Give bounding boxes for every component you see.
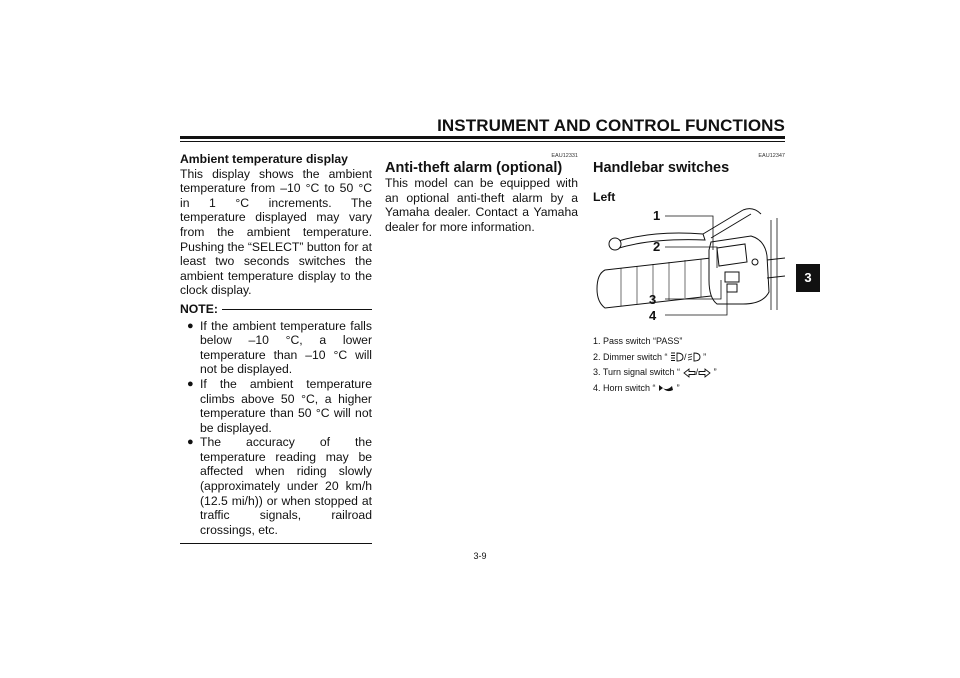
header-rule-thin bbox=[180, 141, 785, 142]
caption-4: 4. Horn switch “ ” bbox=[593, 382, 680, 393]
section-code: EAU12347 bbox=[758, 153, 785, 159]
page-number: 3-9 bbox=[473, 551, 487, 561]
section-heading: Ambient temperature display bbox=[180, 152, 348, 166]
low-beam-icon bbox=[687, 352, 701, 362]
chapter-tab: 3 bbox=[796, 264, 820, 292]
caption-1: 1. Pass switch “PASS” bbox=[593, 336, 683, 346]
callout-2: 2 bbox=[653, 239, 661, 254]
callout-3: 3 bbox=[649, 292, 657, 307]
section-title: Anti-theft alarm (optional) bbox=[385, 160, 563, 176]
left-turn-icon bbox=[683, 368, 696, 378]
note-list bbox=[180, 319, 372, 538]
note-heading bbox=[180, 302, 372, 317]
caption-2: 2. Dimmer switch “ / ” bbox=[593, 351, 707, 362]
page-header-title: INSTRUMENT AND CONTROL FUNCTIONS bbox=[437, 116, 785, 135]
list-item: ● If the ambient temperature falls below –10 °C, a lower temperature than –10 °C will not be displayed. bbox=[180, 319, 372, 377]
section-title: Handlebar switches bbox=[593, 160, 730, 176]
horn-icon bbox=[658, 383, 674, 393]
list-item: ● If the ambient temperature climbs above 50 °C, a higher temperature than 50 °C will not be displayed. bbox=[180, 377, 372, 435]
ambient-temperature-section bbox=[180, 152, 372, 544]
note-end-rule bbox=[180, 543, 372, 544]
handlebar-switch-diagram bbox=[593, 200, 785, 325]
section-code: EAU12331 bbox=[551, 153, 578, 159]
header-rule bbox=[180, 136, 785, 139]
list-item: ● The accuracy of the temperature reading may be affected when riding slowly (approximately under 20 km/h (12.5 mi/h)) or when stopped at traffic signals, railroad crossings, etc. bbox=[180, 435, 372, 537]
section-body: This display shows the ambient temperature from –10 °C to 50 °C in 1 °C increments. The temperature displayed may vary from the ambient temperature. Pushing the “SELECT” button for at least two seconds switches the ambient temperature display to the clock display. bbox=[180, 166, 372, 298]
callout-4: 4 bbox=[649, 308, 657, 323]
note-label: NOTE: bbox=[180, 301, 218, 316]
high-beam-icon bbox=[670, 352, 684, 362]
section-body: This model can be equipped with an optional anti-theft alarm by a Yamaha dealer. Contact a Yamaha dealer for more information. bbox=[385, 176, 578, 234]
diagram-captions bbox=[593, 334, 717, 396]
callout-1: 1 bbox=[653, 208, 661, 223]
caption-3: 3. Turn signal switch “ / ” bbox=[593, 367, 717, 377]
subheading-left: Left bbox=[593, 190, 616, 204]
note-rule bbox=[222, 309, 372, 310]
right-turn-icon bbox=[698, 368, 711, 378]
